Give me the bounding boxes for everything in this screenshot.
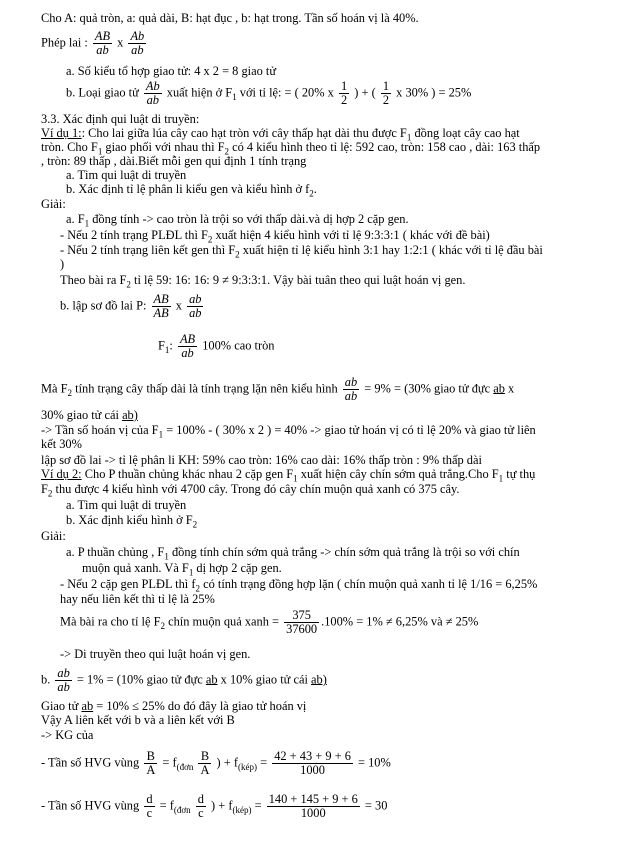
fraction: $\frac{ab}{ab}$ [344,375,358,403]
phenotype-line: 30% giao tử cái ab) [41,408,138,422]
fraction: $\frac{Ab}{ab}$ [145,79,160,107]
fraction: $\frac{AB}{AB}$ [153,292,169,320]
cross-diagram-f1: $F_1$: $\frac{AB}{ab}$ 100% cao tròn [158,332,275,360]
conclusion-line: -> Di truyền theo qui luật hoán vị gen. [60,647,251,661]
fraction: $\frac{d}{c}$ [197,792,204,820]
question-a: a. Tìm qui luật di truyền [66,168,187,182]
question-b: b. Xác định tỉ lệ phân li kiểu gen và kiểu hình ở $f_2$. [66,182,317,199]
fraction: $\frac{1}{2}$ [382,79,390,107]
example-2-line: $F_2$ thu được 4 kiểu hình với 4700 cây. Trong đó cây chín muộn quả xanh có 375 cây. [41,482,460,499]
fraction: $\frac{Ab}{ab}$ [130,29,145,57]
line-problem-statement: Cho A: quả tròn, a: quả dài, B: hạt đục , b: hạt trong. Tần số hoán vị là 40%. [41,11,419,25]
ratio-equation: Mà bài ra cho tỉ lệ $F_2$ chín muộn quả xanh = $\frac{375}{37600}$ .100% = 1% ≠ 6,25% và ≠ 25% [60,608,479,636]
hvg-frequency-dc: - Tần số HVG vùng $\frac{d}{c}$ = $f_{(đơn}$ $\frac{d}{c}$ ) + $f_{(kép)}$ = $\frac{140 + 145 + 9 + 6}{1000}$ = 30 [41,792,388,820]
hvg-frequency-ba: - Tần số HVG vùng $\frac{B}{A}$ = $f_{(đơn}$ $\frac{B}{A}$ ) + $f_{(kép)}$ = $\frac{42 + 43 + 9 + 6}{1000}$ = 10% [41,749,391,777]
cross-diagram-p: b. lập sơ đồ lai P: $\frac{AB}{AB}$ x $\frac{ab}{ab}$ [60,292,202,320]
gamete-line: Giao tử ab = 10% ≤ 25% do đó đây là giao tử hoán vị [41,699,307,713]
solution-line: - Nếu 2 tính trạng PLĐL thì $F_2$ xuất hiện 4 kiểu hình với tỉ lệ 9:3:3:1 ( khác với đề bài) [60,228,490,245]
fraction: $\frac{42 + 43 + 9 + 6}{1000}$ [274,749,351,777]
fraction: $\frac{AB}{ab}$ [179,332,196,360]
question-b: b. Xác định kiểu hình ở $F_2$ [66,513,198,530]
solution-line: muộn quả xanh. Và $F_1$ dị hợp 2 cặp gen. [82,561,282,578]
example-1-line: Ví dụ 1:: Cho lai giữa lúa cây cao hạt tròn với cây thấp hạt dài thu được $F_1$ đồng loạt cây cao hạt [41,126,520,143]
line-item-a: a. Số kiểu tổ hợp giao tử: 4 x 2 = 8 giao tử [66,64,277,78]
fraction: $\frac{B}{A}$ [146,749,156,777]
question-a: a. Tìm qui luật di truyền [66,498,187,512]
line-cross: Phép lai : $\frac{AB}{ab}$ x $\frac{Ab}{ab}$ [41,29,145,57]
solution-label: Giải: [41,197,66,211]
section-heading: 3.3. Xác định qui luật di truyền: [41,112,200,126]
solution-line: a. P thuần chủng , $F_1$ đồng tính chín sớm quả trắng -> chín sớm quả trắng là trội so với chín [66,545,520,562]
fraction: $\frac{ab}{ab}$ [189,292,202,320]
solution-line: - Nếu 2 cặp gen PLĐL thì $f_2$ có tính trạng đồng hợp lặn ( chín muộn quả xanh tỉ lệ 1/16 = 6,25% [60,577,538,594]
example-1-line: , tròn: 89 thấp , dài.Biết mỗi gen qui định 1 tính trạng [41,154,307,168]
solution-line: a. $F_1$ đồng tính -> cao tròn là trội so với thấp dài.và dị hợp 2 cặp gen. [66,212,409,229]
genotype-line: -> KG của [41,728,94,742]
fraction: $\frac{B}{A}$ [200,749,210,777]
solution-line: ) [60,257,65,271]
fraction: $\frac{375}{37600}$ [286,608,318,636]
solution-line: hay nếu liên kết thì tỉ lệ là 25% [60,592,215,606]
solution-line: - Nếu 2 tính trạng liên kết gen thì $F_2$ xuất hiện tỉ lệ kiểu hình 3:1 hay 1:2:1 ( khác với tỉ lệ đầu bài [60,243,543,260]
gamete-equation: b. $\frac{ab}{ab}$ = 1% = (10% giao tử đực ab x 10% giao tử cái ab) [41,666,327,694]
solution-label: Giải: [41,529,66,543]
frequency-line: kết 30% [41,437,82,451]
frequency-line: -> Tần số hoán vị của $F_1 = 100\%$ - ( 30% x 2 ) = 40% -> giao tử hoán vị có tỉ lệ 20% và giao tử liên [41,423,536,440]
fraction: $\frac{AB}{ab}$ [94,29,111,57]
fraction: $\frac{140 + 145 + 9 + 6}{1000}$ [268,792,358,820]
fraction: $\frac{d}{c}$ [146,792,153,820]
example-1-line: tròn. Cho $F_1$ giao phối với nhau thì $F_2$ có 4 kiểu hình theo tỉ lệ: 592 cao, tròn: 158 cao , dài: 163 thấp [41,140,541,157]
fraction: $\frac{1}{2}$ [340,79,348,107]
fraction: $\frac{ab}{ab}$ [57,666,70,694]
solution-line: Theo bài ra $F_2$ tỉ lệ 59: 16: 16: 9 ≠ 9:3:3:1. Vậy bài tuân theo qui luật hoán vị gen. [60,273,466,290]
linkage-line: Vậy A liên kết với b và a liên kết với B [41,713,235,727]
example-2-line: Ví dụ 2: Cho P thuần chủng khác nhau 2 cặp gen $F_1$ xuất hiện cây chín sớm quả trắng.Cho $F_1$ tự thụ [41,467,536,484]
ratio-line: lập sơ đồ lai -> tỉ lệ phân li KH: 59% cao tròn: 16% cao dài: 16% thấp tròn : 9% thấp dài [41,453,482,467]
phenotype-line: Mà $F_2$ tính trạng cây thấp dài là tính trạng lặn nên kiểu hình $\frac{ab}{ab}$ = 9% = (30% giao tử đực ab x [41,375,515,403]
line-item-b: b. Loại giao tử $\frac{Ab}{ab}$ xuất hiện ở $F_1$ với tỉ lệ: = ( 20% x $\frac{1}{2}$ ) + ( $\frac{1}{2}$ x 30% ) = 25% [66,79,472,107]
